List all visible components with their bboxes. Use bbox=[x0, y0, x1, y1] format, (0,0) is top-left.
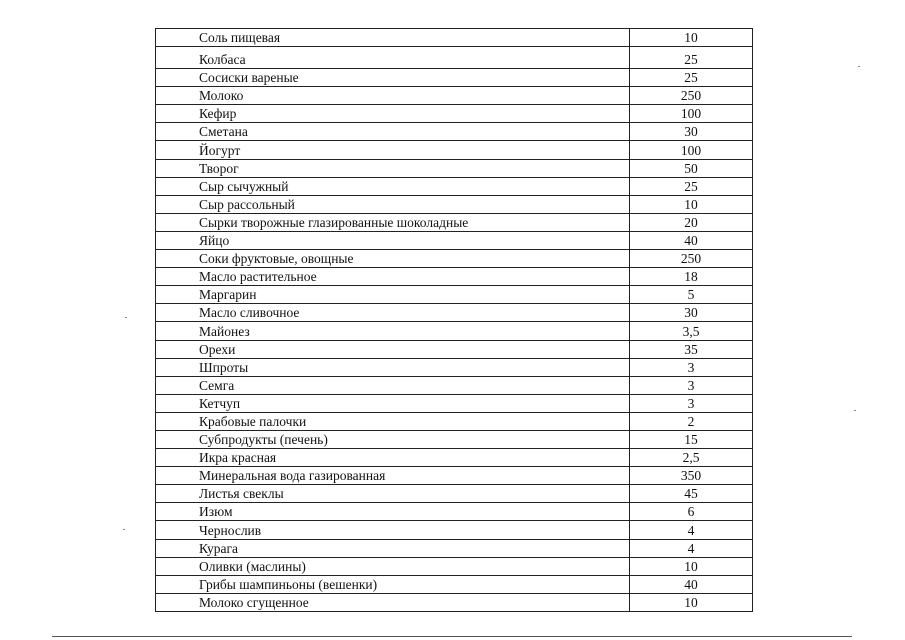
table-row bbox=[156, 539, 753, 557]
product-quantity-cell: 25 bbox=[630, 177, 753, 195]
table-row bbox=[156, 412, 753, 430]
table-row bbox=[156, 141, 753, 159]
table-row bbox=[156, 503, 753, 521]
product-name-cell: Соки фруктовые, овощные bbox=[156, 250, 630, 268]
product-name-cell: Орехи bbox=[156, 340, 630, 358]
table-row bbox=[156, 322, 753, 340]
product-name-cell: Чернослив bbox=[156, 521, 630, 539]
table-row bbox=[156, 250, 753, 268]
product-name-cell: Колбаса bbox=[156, 47, 630, 69]
product-quantity-cell: 10 bbox=[630, 29, 753, 47]
scan-speck bbox=[854, 410, 856, 411]
table-row bbox=[156, 286, 753, 304]
product-name-cell: Минеральная вода газированная bbox=[156, 467, 630, 485]
product-quantity-cell: 40 bbox=[630, 231, 753, 249]
table-row bbox=[156, 358, 753, 376]
product-quantity-cell: 50 bbox=[630, 159, 753, 177]
product-name-cell: Масло растительное bbox=[156, 268, 630, 286]
product-name-cell: Листья свеклы bbox=[156, 485, 630, 503]
page-bottom-rule bbox=[52, 636, 852, 637]
table-row bbox=[156, 449, 753, 467]
product-quantity-cell: 25 bbox=[630, 47, 753, 69]
product-quantity-cell: 2,5 bbox=[630, 449, 753, 467]
product-quantity-cell: 15 bbox=[630, 430, 753, 448]
scan-speck bbox=[858, 66, 860, 67]
product-name-cell: Сыр рассольный bbox=[156, 195, 630, 213]
product-quantity-cell: 3 bbox=[630, 376, 753, 394]
product-name-cell: Курага bbox=[156, 539, 630, 557]
product-quantity-cell: 250 bbox=[630, 87, 753, 105]
table-row bbox=[156, 159, 753, 177]
table-row bbox=[156, 123, 753, 141]
product-quantity-cell: 2 bbox=[630, 412, 753, 430]
table-row bbox=[156, 268, 753, 286]
product-name-cell: Молоко bbox=[156, 87, 630, 105]
table-row bbox=[156, 87, 753, 105]
product-name-cell: Субпродукты (печень) bbox=[156, 430, 630, 448]
product-quantity-cell: 6 bbox=[630, 503, 753, 521]
table-row bbox=[156, 195, 753, 213]
product-name-cell: Яйцо bbox=[156, 231, 630, 249]
table-row bbox=[156, 177, 753, 195]
table-row bbox=[156, 47, 753, 69]
table-row bbox=[156, 557, 753, 575]
product-quantity-cell: 100 bbox=[630, 141, 753, 159]
table-row bbox=[156, 213, 753, 231]
table-row bbox=[156, 593, 753, 611]
product-name-cell: Молоко сгущенное bbox=[156, 593, 630, 611]
product-quantity-cell: 4 bbox=[630, 521, 753, 539]
product-quantity-cell: 18 bbox=[630, 268, 753, 286]
table-row bbox=[156, 105, 753, 123]
product-name-cell: Творог bbox=[156, 159, 630, 177]
product-quantity-cell: 30 bbox=[630, 304, 753, 322]
product-quantity-cell: 30 bbox=[630, 123, 753, 141]
table-row bbox=[156, 485, 753, 503]
table-row bbox=[156, 29, 753, 47]
scan-speck bbox=[125, 317, 127, 318]
table-row bbox=[156, 376, 753, 394]
product-quantity-cell: 3 bbox=[630, 358, 753, 376]
table-row bbox=[156, 340, 753, 358]
product-quantity-cell: 3,5 bbox=[630, 322, 753, 340]
product-quantity-cell: 100 bbox=[630, 105, 753, 123]
product-name-cell: Крабовые палочки bbox=[156, 412, 630, 430]
table-row bbox=[156, 304, 753, 322]
product-quantity-cell: 3 bbox=[630, 394, 753, 412]
product-name-cell: Сырки творожные глазированные шоколадные bbox=[156, 213, 630, 231]
product-name-cell: Соль пищевая bbox=[156, 29, 630, 47]
table-row bbox=[156, 521, 753, 539]
product-quantity-cell: 4 bbox=[630, 539, 753, 557]
product-quantity-cell: 40 bbox=[630, 575, 753, 593]
product-name-cell: Йогурт bbox=[156, 141, 630, 159]
product-quantity-cell: 45 bbox=[630, 485, 753, 503]
product-name-cell: Семга bbox=[156, 376, 630, 394]
table-row bbox=[156, 467, 753, 485]
product-name-cell: Оливки (маслины) bbox=[156, 557, 630, 575]
product-name-cell: Изюм bbox=[156, 503, 630, 521]
product-quantity-cell: 10 bbox=[630, 195, 753, 213]
product-name-cell: Сосиски вареные bbox=[156, 69, 630, 87]
product-name-cell: Кефир bbox=[156, 105, 630, 123]
table-row bbox=[156, 394, 753, 412]
product-name-cell: Сметана bbox=[156, 123, 630, 141]
scan-speck bbox=[123, 529, 125, 530]
product-name-cell: Масло сливочное bbox=[156, 304, 630, 322]
product-quantity-cell: 35 bbox=[630, 340, 753, 358]
product-name-cell: Грибы шампиньоны (вешенки) bbox=[156, 575, 630, 593]
table-row bbox=[156, 430, 753, 448]
product-name-cell: Шпроты bbox=[156, 358, 630, 376]
product-norms-table bbox=[155, 28, 753, 612]
product-name-cell: Сыр сычужный bbox=[156, 177, 630, 195]
table-row bbox=[156, 231, 753, 249]
product-quantity-cell: 250 bbox=[630, 250, 753, 268]
product-quantity-cell: 20 bbox=[630, 213, 753, 231]
product-quantity-cell: 350 bbox=[630, 467, 753, 485]
product-quantity-cell: 10 bbox=[630, 593, 753, 611]
product-name-cell: Маргарин bbox=[156, 286, 630, 304]
table-row bbox=[156, 69, 753, 87]
product-quantity-cell: 10 bbox=[630, 557, 753, 575]
product-name-cell: Икра красная bbox=[156, 449, 630, 467]
product-name-cell: Кетчуп bbox=[156, 394, 630, 412]
product-quantity-cell: 5 bbox=[630, 286, 753, 304]
product-name-cell: Майонез bbox=[156, 322, 630, 340]
product-quantity-cell: 25 bbox=[630, 69, 753, 87]
table-row bbox=[156, 575, 753, 593]
